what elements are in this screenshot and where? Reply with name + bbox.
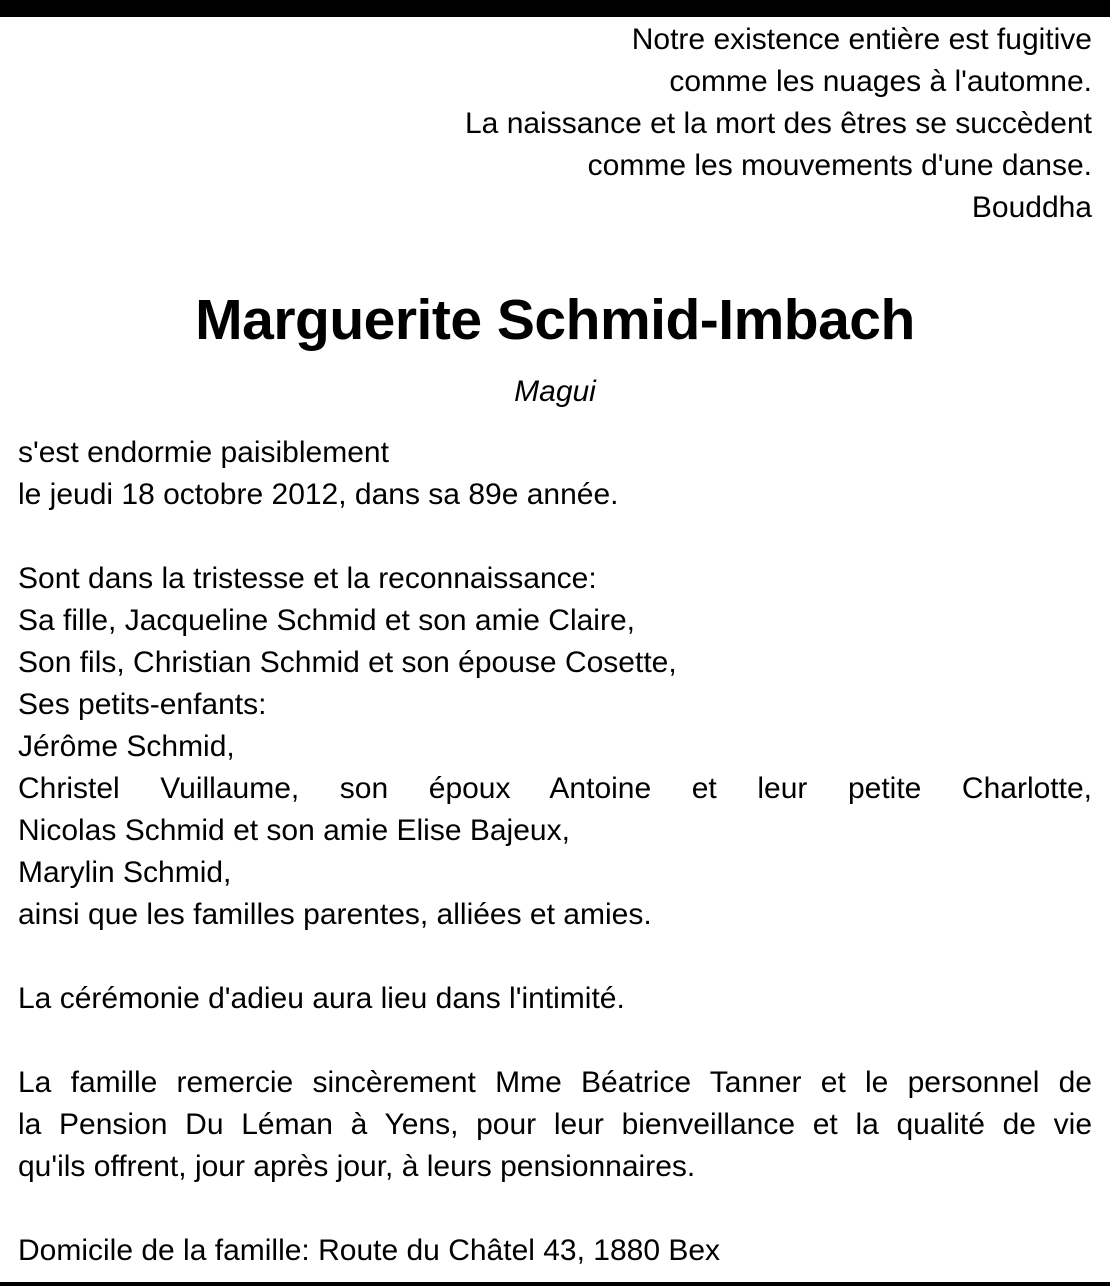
mourners-line: ainsi que les familles parentes, alliées et amies. xyxy=(18,898,652,931)
top-border xyxy=(0,0,1110,17)
thanks-line: la Pension Du Léman à Yens, pour leur bienveillance et la qualité de vie xyxy=(18,1108,1092,1141)
mourners-line: Marylin Schmid, xyxy=(18,856,232,889)
epigraph-line: Notre existence entière est fugitive xyxy=(631,23,1092,56)
announcement-line: le jeudi 18 octobre 2012, dans sa 89e année. xyxy=(18,478,619,511)
ceremony-notice: La cérémonie d'adieu aura lieu dans l'intimité. xyxy=(18,982,625,1015)
mourners-line: Nicolas Schmid et son amie Elise Bajeux, xyxy=(18,814,570,847)
mourners-line: Christel Vuillaume, son époux Antoine et leur petite Charlotte, xyxy=(18,772,1092,805)
epigraph-author: Bouddha xyxy=(971,191,1092,224)
mourners-line: Sont dans la tristesse et la reconnaissance: xyxy=(18,562,597,595)
mourners-line: Sa fille, Jacqueline Schmid et son amie Claire, xyxy=(18,604,635,637)
thanks-line: qu'ils offrent, jour après jour, à leurs pensionnaires. xyxy=(18,1150,696,1183)
epigraph-line: La naissance et la mort des êtres se succèdent xyxy=(464,107,1092,140)
obituary-body xyxy=(18,432,1092,1272)
thanks-line: La famille remercie sincèrement Mme Béatrice Tanner et le personnel de xyxy=(18,1066,1092,1099)
bottom-border xyxy=(0,1282,1110,1286)
mourners-line: Ses petits-enfants: xyxy=(18,688,267,721)
announcement-line: s'est endormie paisiblement xyxy=(18,436,389,469)
deceased-name: Marguerite Schmid-Imbach xyxy=(195,288,915,352)
epigraph-line: comme les nuages à l'automne. xyxy=(669,65,1092,98)
nickname: Magui xyxy=(514,375,596,408)
mourners-line: Son fils, Christian Schmid et son épouse Cosette, xyxy=(18,646,677,679)
epigraph-line: comme les mouvements d'une danse. xyxy=(587,149,1092,182)
mourners-line: Jérôme Schmid, xyxy=(18,730,235,763)
epigraph-quote xyxy=(465,19,1092,229)
family-address: Domicile de la famille: Route du Châtel 43, 1880 Bex xyxy=(18,1234,721,1267)
